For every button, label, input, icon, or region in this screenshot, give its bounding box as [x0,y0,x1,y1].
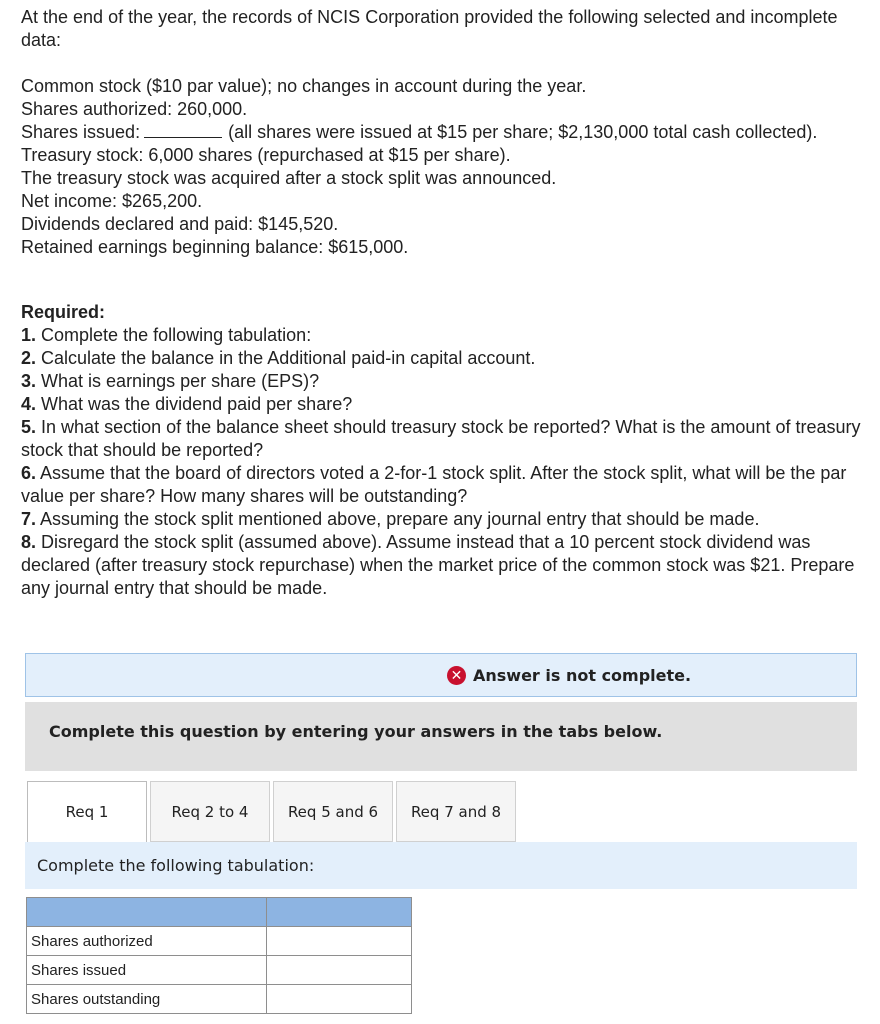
required-item-text: In what section of the balance sheet should treasury stock be reported? What is the amount of treasury stock that should be reported? [21,417,861,460]
treasury-stock-text: Treasury stock: 6,000 shares (repurchased at $15 per share). [21,145,511,165]
tab-bar [25,781,857,843]
required-item [21,347,861,370]
required-heading: Required: [21,302,106,322]
tab-req-7-and-8[interactable]: Req 7 and 8 [396,781,516,842]
retained-earnings-text: Retained earnings beginning balance: $615,000. [21,237,409,257]
answer-status-text: Answer is not complete. [473,666,692,685]
required-item [21,531,861,600]
table-header-row [27,898,412,927]
required-item-number: 7. [21,509,37,529]
shares-outstanding-input-cell[interactable] [267,985,412,1014]
required-item-text: Calculate the balance in the Additional paid-in capital account. [41,348,536,368]
intro-text: At the end of the year, the records of NCIS Corporation provided the following selected and incomplete data: [21,7,838,50]
required-item-number: 2. [21,348,37,368]
treasury-note-text: The treasury stock was acquired after a stock split was announced. [21,168,557,188]
shares-outstanding-input[interactable] [267,985,411,1013]
required-item-number: 8. [21,532,37,552]
answer-status-banner [25,653,857,697]
tab-req-5-and-6[interactable]: Req 5 and 6 [273,781,393,842]
tab-panel-prompt: Complete the following tabulation: [37,856,315,875]
shares-issued-label: Shares issued: [21,122,141,142]
table-header-cell [27,898,267,927]
required-item-number: 1. [21,325,37,345]
answer-status [447,666,691,685]
required-item-text: Assume that the board of directors voted a 2-for-1 stock split. After the stock split, what will be the par value per share? How many shares will be outstanding? [21,463,847,506]
tab-req-2-to-4[interactable]: Req 2 to 4 [150,781,270,842]
instructions-banner [25,702,857,771]
row-label-shares-issued: Shares issued [27,956,267,985]
required-item-text: Complete the following tabulation: [41,325,312,345]
instructions-text: Complete this question by entering your answers in the tabs below. [49,722,663,741]
tabulation-table [26,897,412,1014]
required-item-number: 4. [21,394,37,414]
required-item [21,324,861,347]
row-label-shares-outstanding: Shares outstanding [27,985,267,1014]
required-item [21,416,861,462]
shares-issued-input-cell[interactable] [267,956,412,985]
required-item-number: 3. [21,371,37,391]
required-item [21,393,861,416]
required-item-text: What is earnings per share (EPS)? [41,371,320,391]
required-item-text: What was the dividend paid per share? [41,394,353,414]
required-item [21,370,861,393]
required-section [21,301,861,600]
tab-req-1[interactable]: Req 1 [27,781,147,843]
required-item [21,508,861,531]
shares-issued-line [21,121,861,144]
shares-authorized-input-cell[interactable] [267,927,412,956]
table-header-cell [267,898,412,927]
required-item-number: 6. [21,463,37,483]
row-label-shares-authorized: Shares authorized [27,927,267,956]
required-item-text: Disregard the stock split (assumed above). Assume instead that a 10 percent stock dividend was declared (after treasury stock repurchase) when the market price of the common stock was $21. Prepare any journal entry that should be made. [21,532,855,598]
problem-statement [21,6,861,259]
dividends-text: Dividends declared and paid: $145,520. [21,214,339,234]
required-item [21,462,861,508]
shares-authorized-text: Shares authorized: 260,000. [21,99,248,119]
required-item-number: 5. [21,417,37,437]
table-row [27,956,412,985]
shares-issued-input[interactable] [267,956,411,984]
required-item-text: Assuming the stock split mentioned above, prepare any journal entry that should be made. [40,509,760,529]
x-circle-icon: ✕ [447,666,466,685]
shares-issued-note: (all shares were issued at $15 per share; $2,130,000 total cash collected). [228,122,818,142]
shares-issued-blank [144,123,222,138]
net-income-text: Net income: $265,200. [21,191,203,211]
required-list [21,324,861,600]
common-stock-text: Common stock ($10 par value); no changes in account during the year. [21,76,587,96]
table-row [27,927,412,956]
table-row [27,985,412,1014]
tab-panel-header [25,842,857,889]
shares-authorized-input[interactable] [267,927,411,955]
